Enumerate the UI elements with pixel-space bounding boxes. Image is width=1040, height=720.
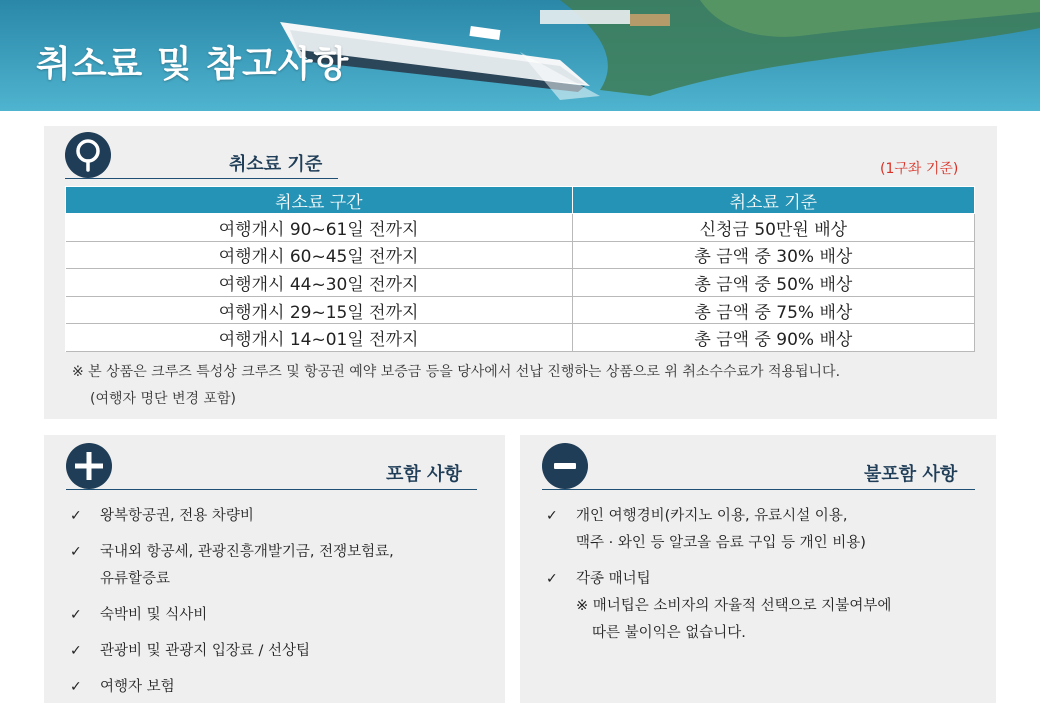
note-line: ※ 매너팁은 소비자의 자율적 선택으로 지불여부에 xyxy=(576,598,892,614)
list-item xyxy=(68,503,394,530)
title-underline xyxy=(65,178,338,179)
minus-icon xyxy=(542,443,588,489)
item-text: 왕복항공권, 전용 차량비 xyxy=(100,508,254,524)
excluded-panel xyxy=(520,435,996,703)
period-cell: 여행개시 44~30일 전까지 xyxy=(66,269,573,297)
included-title: 포함 사항 xyxy=(386,464,462,485)
item-text: 개인 여행경비(카지노 이용, 유료시설 이용, xyxy=(576,508,848,524)
note-line: 따른 불이익은 없습니다. xyxy=(592,625,746,641)
item-text: 여행자 보험 xyxy=(100,679,175,695)
header-fee: 취소료 기준 xyxy=(572,187,974,214)
list-item xyxy=(544,503,891,557)
list-item xyxy=(68,674,394,701)
title-underline xyxy=(66,489,477,490)
item-text: 관광비 및 관광지 입장료 / 선상팁 xyxy=(100,643,311,659)
check-icon: ✓ xyxy=(70,643,82,659)
check-icon: ✓ xyxy=(70,607,82,623)
table-header-row xyxy=(66,187,975,214)
item-text: 맥주 · 와인 등 알코올 음료 구입 등 개인 비용) xyxy=(576,535,866,551)
manner-tip-note xyxy=(576,593,891,647)
excluded-title: 불포함 사항 xyxy=(864,464,958,485)
fee-cell: 총 금액 중 75% 배상 xyxy=(572,296,974,324)
cancellation-fee-table xyxy=(65,186,975,352)
item-text: 국내외 항공세, 관광진흥개발기금, 전쟁보험료, xyxy=(100,544,394,560)
cancellation-title: 취소료 기준 xyxy=(229,154,323,175)
excluded-list xyxy=(544,503,891,656)
table-row xyxy=(66,324,975,352)
title-underline xyxy=(542,489,975,490)
magnifier-icon xyxy=(65,132,111,178)
list-item xyxy=(68,638,394,665)
cancellation-panel xyxy=(44,126,997,419)
period-cell: 여행개시 29~15일 전까지 xyxy=(66,296,573,324)
account-basis-note: (1구좌 기준) xyxy=(880,161,959,177)
table-row xyxy=(66,269,975,297)
list-item xyxy=(68,539,394,593)
check-icon: ✓ xyxy=(546,508,558,524)
list-item xyxy=(68,602,394,629)
footnote-line: ※ 본 상품은 크루즈 특성상 크루즈 및 항공권 예약 보증금 등을 당사에서 선납 진행하는 상품으로 위 취소수수료가 적용됩니다. xyxy=(72,364,841,380)
check-icon: ✓ xyxy=(70,544,82,560)
page-title: 취소료 및 참고사항 xyxy=(36,44,350,85)
item-text: 숙박비 및 식사비 xyxy=(100,607,208,623)
fee-cell: 총 금액 중 50% 배상 xyxy=(572,269,974,297)
included-list xyxy=(68,503,394,710)
header-banner xyxy=(0,0,1040,111)
included-panel xyxy=(44,435,505,703)
header-period: 취소료 구간 xyxy=(66,187,573,214)
item-text: 각종 매너팁 xyxy=(576,571,651,587)
period-cell: 여행개시 14~01일 전까지 xyxy=(66,324,573,352)
item-text: 유류할증료 xyxy=(100,571,171,587)
fee-cell: 총 금액 중 30% 배상 xyxy=(572,241,974,269)
list-item xyxy=(544,566,891,647)
fee-cell: 신청금 50만원 배상 xyxy=(572,214,974,242)
period-cell: 여행개시 60~45일 전까지 xyxy=(66,241,573,269)
period-cell: 여행개시 90~61일 전까지 xyxy=(66,214,573,242)
table-row xyxy=(66,296,975,324)
plus-icon xyxy=(66,443,112,489)
check-icon: ✓ xyxy=(546,571,558,587)
footnote-line: (여행자 명단 변경 포함) xyxy=(90,391,236,407)
fee-cell: 총 금액 중 90% 배상 xyxy=(572,324,974,352)
cancellation-footnote xyxy=(72,359,840,413)
table-row xyxy=(66,241,975,269)
check-icon: ✓ xyxy=(70,508,82,524)
table-row xyxy=(66,214,975,242)
check-icon: ✓ xyxy=(70,679,82,695)
